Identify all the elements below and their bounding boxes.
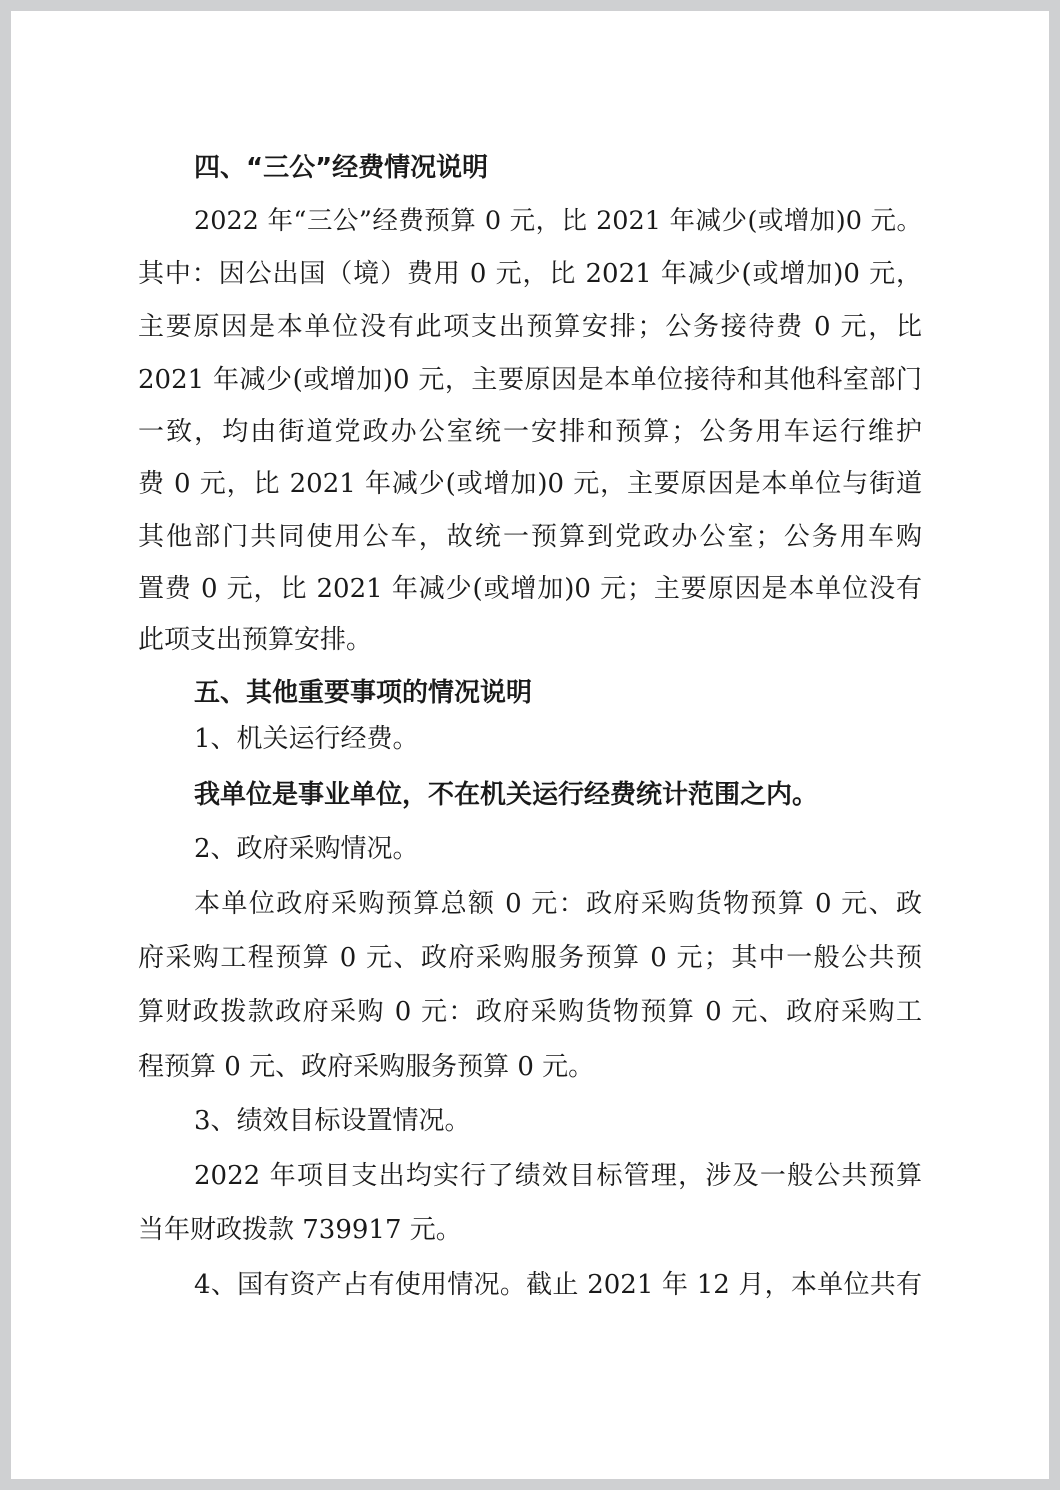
- paragraph-line: 主要原因是本单位没有此项支出预算安排；公务接待费 0 元，比: [138, 312, 922, 342]
- paragraph-line: 本单位政府采购预算总额 0 元：政府采购货物预算 0 元、政: [194, 889, 922, 919]
- paragraph-line: 2022 年“三公”经费预算 0 元，比 2021 年减少(或增加)0 元。: [194, 206, 922, 236]
- paragraph-line: 2021 年减少(或增加)0 元，主要原因是本单位接待和其他科室部门: [138, 365, 922, 395]
- paragraph-line: 置费 0 元，比 2021 年减少(或增加)0 元；主要原因是本单位没有: [138, 574, 922, 604]
- paragraph-line: 费 0 元，比 2021 年减少(或增加)0 元，主要原因是本单位与街道: [138, 469, 922, 499]
- paragraph-line: 府采购工程预算 0 元、政府采购服务预算 0 元；其中一般公共预: [138, 943, 922, 973]
- item-one-body: 我单位是事业单位，不在机关运行经费统计范围之内。: [194, 780, 819, 810]
- paragraph-line: 其他部门共同使用公车，故统一预算到党政办公室；公务用车购: [138, 522, 922, 552]
- item-two-title: 2、政府采购情况。: [194, 834, 419, 864]
- paragraph-line: 程预算 0 元、政府采购服务预算 0 元。: [138, 1052, 595, 1082]
- section-four-heading: 四、“三公”经费情况说明: [194, 153, 489, 183]
- paragraph-line: 其中：因公出国（境）费用 0 元，比 2021 年减少(或增加)0 元，: [138, 259, 922, 289]
- paragraph-line: 2022 年项目支出均实行了绩效目标管理，涉及一般公共预算: [194, 1161, 922, 1191]
- paragraph-line: 算财政拨款政府采购 0 元：政府采购货物预算 0 元、政府采购工: [138, 997, 922, 1027]
- item-four-line: 4、国有资产占有使用情况。截止 2021 年 12 月，本单位共有: [194, 1270, 922, 1300]
- item-three-title: 3、绩效目标设置情况。: [194, 1106, 471, 1136]
- paragraph-line: 此项支出预算安排。: [138, 625, 373, 655]
- section-five-heading: 五、其他重要事项的情况说明: [194, 678, 533, 708]
- paragraph-line: 一致，均由街道党政办公室统一安排和预算；公务用车运行维护: [138, 417, 922, 447]
- paragraph-line: 当年财政拨款 739917 元。: [138, 1215, 462, 1245]
- item-one-title: 1、机关运行经费。: [194, 724, 419, 754]
